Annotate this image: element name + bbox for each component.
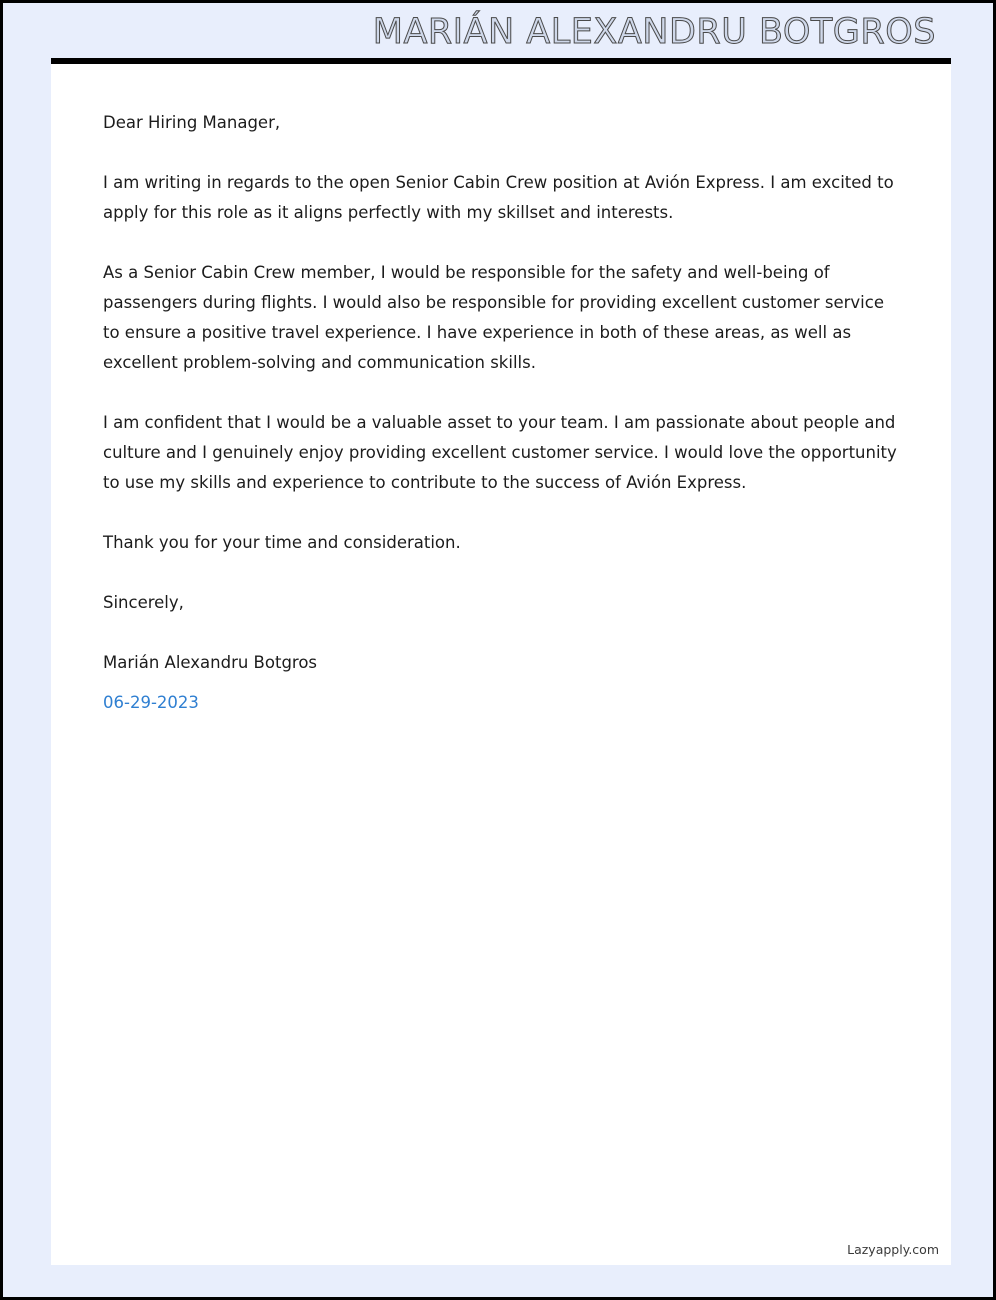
closing: Sincerely, bbox=[103, 593, 184, 612]
paragraph-1: I am writing in regards to the open Senior Cabin Crew position at Avión Express. I am excited to apply for this role as it aligns perfectly with my skillset and interests. bbox=[103, 173, 894, 222]
page-title: MARIÁN ALEXANDRU BOTGROS bbox=[372, 12, 936, 52]
paragraph-2: As a Senior Cabin Crew member, I would be responsible for the safety and well-being of passengers during flights. I would also be responsible for providing excellent customer service to ensure a positive travel experience. I have experience in both of these areas, as well as excellent problem-solving and communication skills. bbox=[103, 263, 884, 372]
footer-brand: Lazyapply.com bbox=[847, 1242, 939, 1257]
letter-sheet bbox=[51, 58, 951, 1265]
salutation: Dear Hiring Manager, bbox=[103, 113, 281, 132]
letter-date: 06-29-2023 bbox=[103, 693, 199, 712]
paragraph-3: I am confident that I would be a valuable asset to your team. I am passionate about people and culture and I genuinely enjoy providing excellent customer service. I would love the opportunity to use my skills and experience to contribute to the success of Avión Express. bbox=[103, 413, 897, 492]
signature-name: Marián Alexandru Botgros bbox=[103, 653, 318, 672]
paragraph-4: Thank you for your time and consideration. bbox=[103, 533, 461, 552]
document-header bbox=[6, 6, 990, 58]
cover-letter-body bbox=[51, 64, 951, 718]
